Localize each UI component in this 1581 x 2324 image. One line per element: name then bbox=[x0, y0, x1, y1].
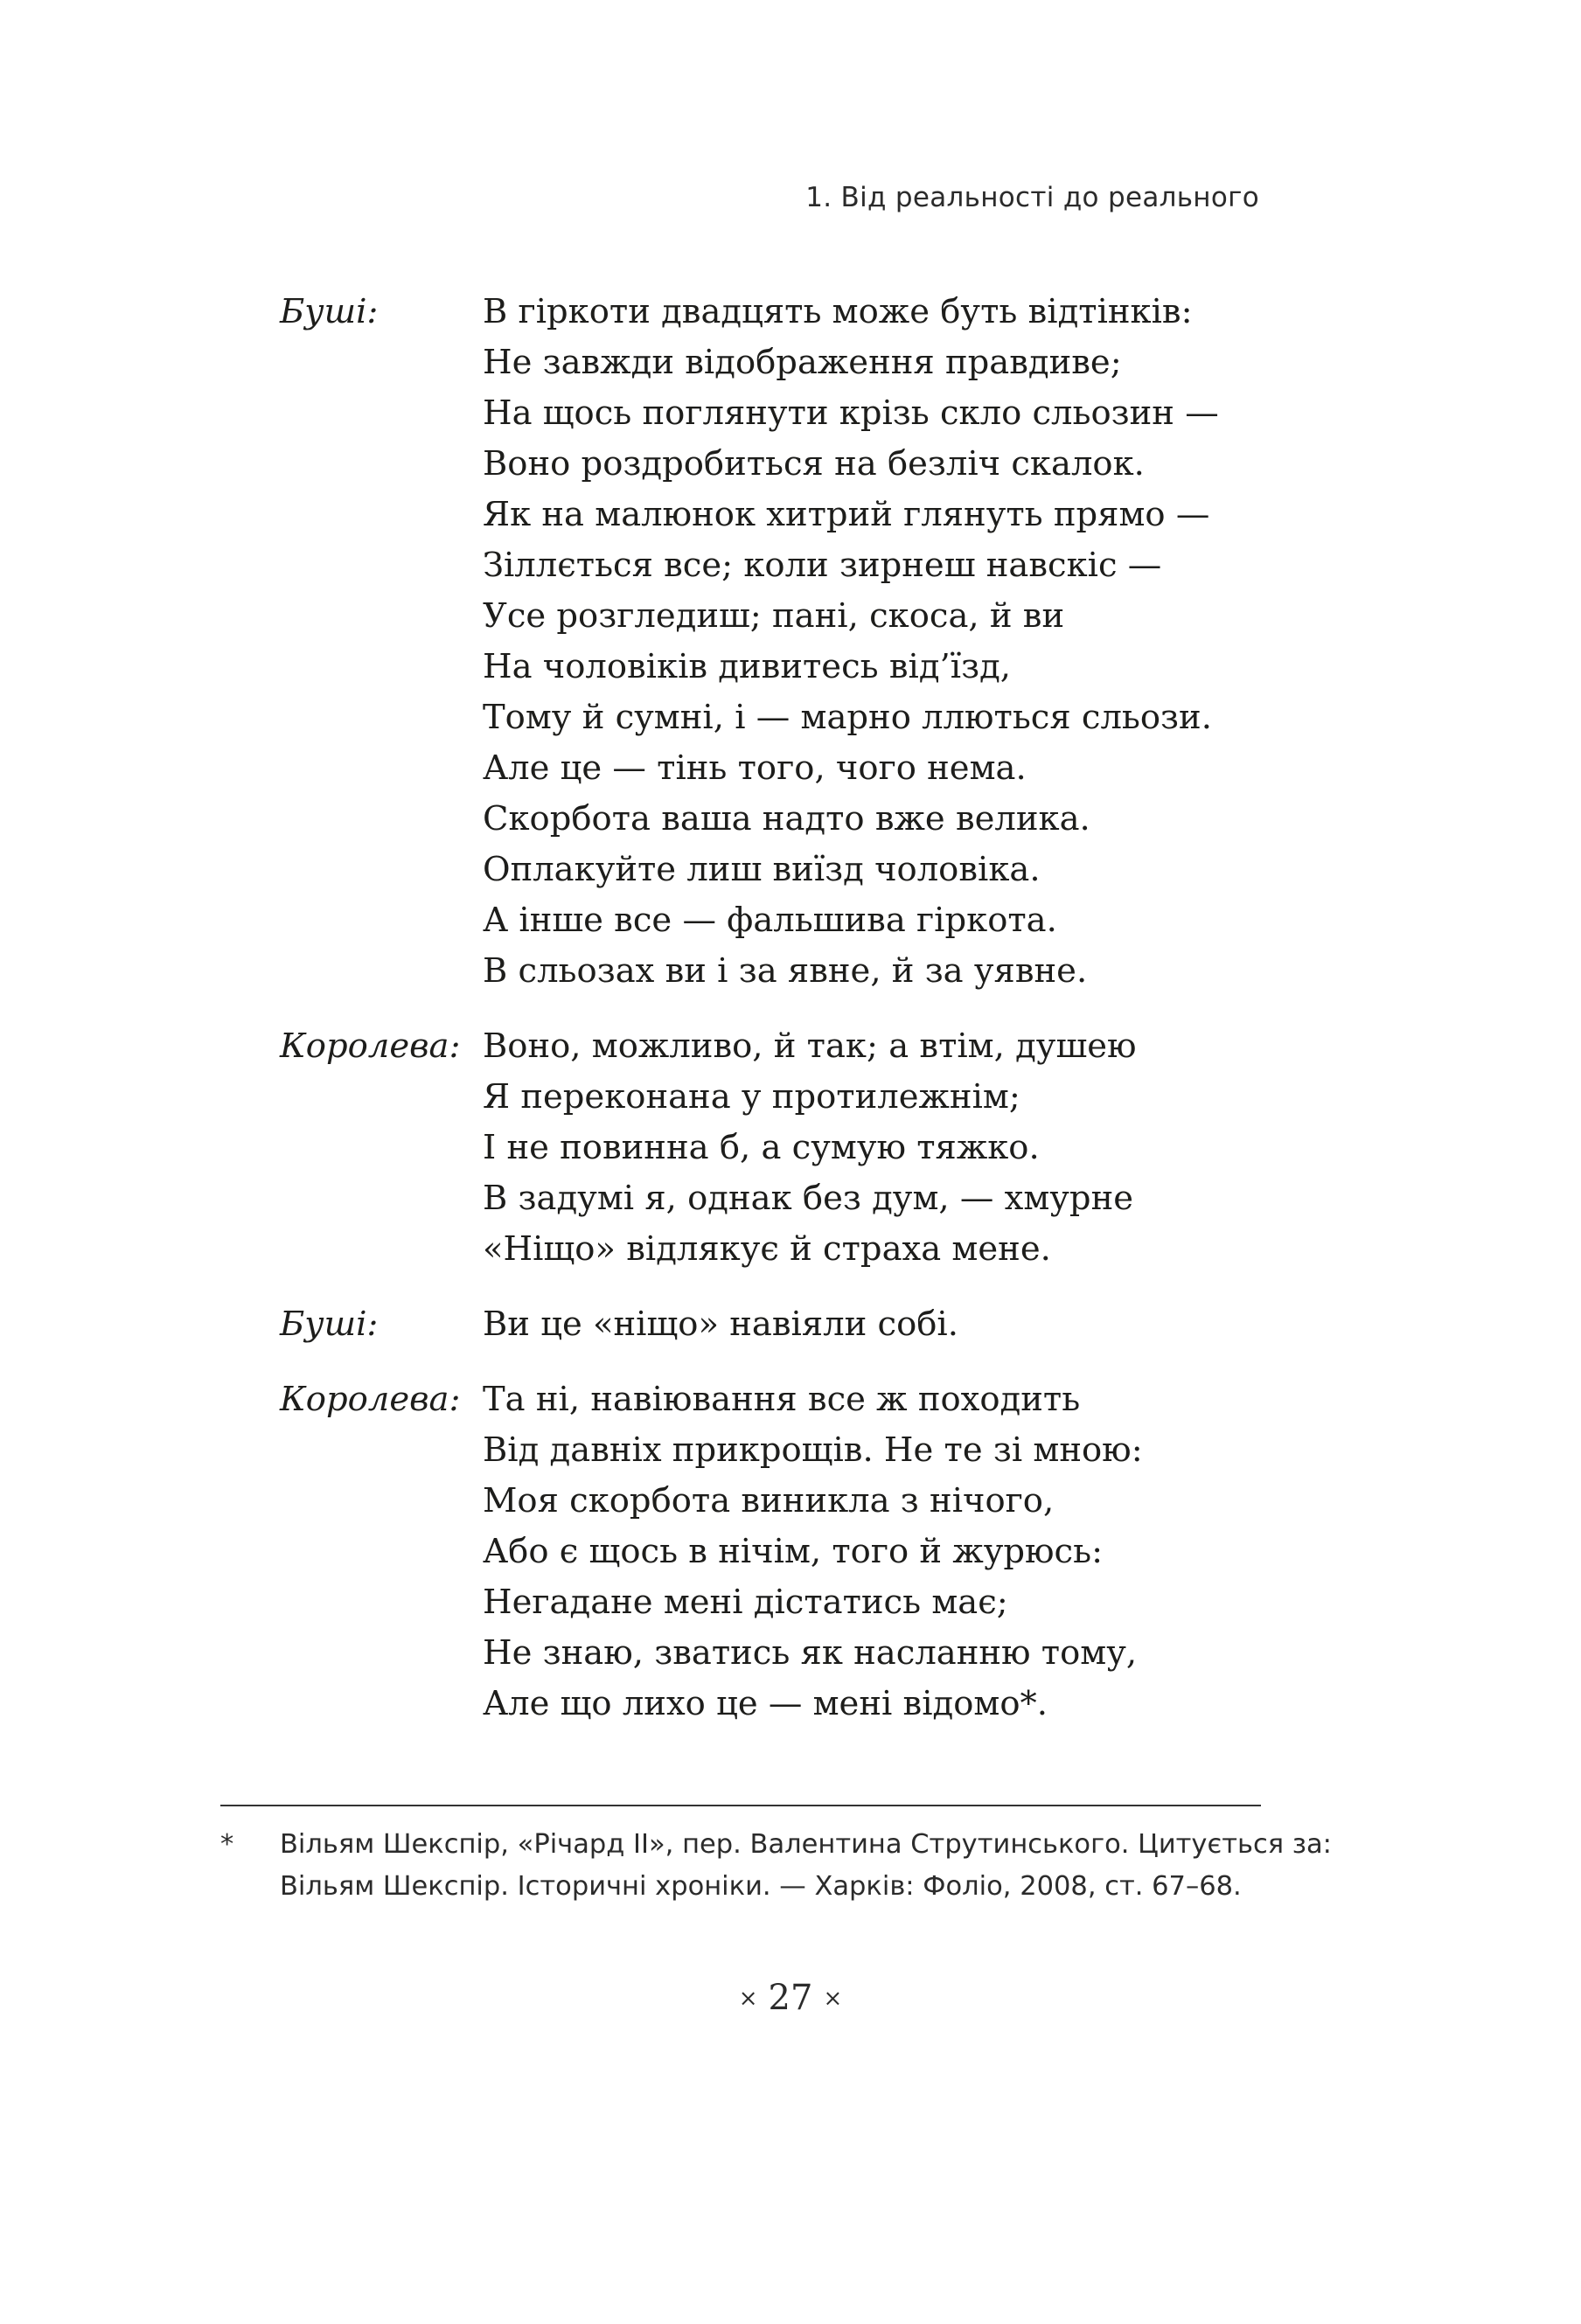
page-folio bbox=[0, 1978, 1581, 2018]
verse-line: В задумі я, однак без дум, — хмурне bbox=[483, 1179, 1134, 1218]
verse-line: Не завжди відображення правдиве; bbox=[483, 343, 1122, 382]
verse-line: Негадане мені дістатись має; bbox=[483, 1583, 1008, 1622]
verse-line: І не повинна б, а сумую тяжко. bbox=[483, 1128, 1040, 1167]
speech-block bbox=[280, 1021, 1259, 1275]
verse-lines bbox=[483, 287, 1259, 997]
verse-line: В сльозах ви і за явне, й за уявне. bbox=[483, 951, 1088, 991]
speaker-name: Буші: bbox=[280, 1305, 379, 1344]
verse-line: В гіркоти двадцять може буть відтінків: bbox=[483, 292, 1193, 331]
verse-line: Як на малюнок хитрий глянуть прямо — bbox=[483, 495, 1210, 534]
verse-line: Ви це «ніщо» навіяли собі. bbox=[483, 1305, 958, 1344]
verse-line: Оплакуйте лиш виїзд чоловіка. bbox=[483, 850, 1041, 889]
verse-line: Але це — тінь того, чого нема. bbox=[483, 748, 1027, 788]
verse-line: На чоловіків дивитесь від’їзд, bbox=[483, 647, 1012, 686]
verse-line: Та ні, навіювання все ж походить bbox=[483, 1380, 1081, 1419]
verse-line: Не знаю, зватись як насланню тому, bbox=[483, 1633, 1138, 1673]
verse-line: Скорбота ваша надто вже велика. bbox=[483, 799, 1090, 838]
footnote-text bbox=[280, 1824, 1332, 1908]
folio-ornament-left: × bbox=[738, 1986, 758, 2012]
speaker-name: Королева: bbox=[280, 1380, 461, 1419]
dialogue bbox=[280, 287, 1259, 1754]
verse-line: Зіллється все; коли зирнеш навскіс — bbox=[483, 546, 1162, 585]
verse-line: Воно, можливо, й так; а втім, душею bbox=[483, 1026, 1137, 1066]
speech-block bbox=[280, 1374, 1259, 1729]
speech-block bbox=[280, 1299, 1259, 1350]
verse-lines bbox=[483, 1299, 1259, 1350]
footnote-line: Вільям Шекспір, «Річард ІІ», пер. Валентина Струтинського. Цитується за: bbox=[280, 1829, 1332, 1860]
page-number: 27 bbox=[768, 1978, 813, 2018]
footnote bbox=[220, 1824, 1332, 1908]
verse-lines bbox=[483, 1374, 1259, 1729]
verse-line: Моя скорбота виникла з нічого, bbox=[483, 1481, 1055, 1520]
verse-line: А інше все — фальшива гіркота. bbox=[483, 901, 1057, 940]
footnote-mark: * bbox=[220, 1829, 234, 1860]
footnote-rule bbox=[220, 1805, 1261, 1806]
verse-line: Тому й сумні, і — марно ллються сльози. bbox=[483, 698, 1212, 737]
verse-line: На щось поглянути крізь скло сльозин — bbox=[483, 393, 1219, 433]
folio-ornament-right: × bbox=[823, 1986, 843, 2012]
running-head: 1. Від реальності до реального bbox=[805, 182, 1259, 213]
verse-line: Але що лихо це — мені відомо*. bbox=[483, 1684, 1048, 1723]
speech-block bbox=[280, 287, 1259, 997]
speaker-name: Буші: bbox=[280, 292, 379, 331]
verse-line: Усе розгледиш; пані, скоса, й ви bbox=[483, 596, 1065, 636]
speaker-name: Королева: bbox=[280, 1026, 461, 1066]
verse-line: «Ніщо» відлякує й страха мене. bbox=[483, 1229, 1051, 1269]
verse-line: Від давніх прикрощів. Не те зі мною: bbox=[483, 1430, 1143, 1470]
verse-line: Або є щось в нічім, того й журюсь: bbox=[483, 1532, 1104, 1571]
verse-line: Я переконана у протилежнім; bbox=[483, 1077, 1020, 1117]
verse-lines bbox=[483, 1021, 1259, 1275]
verse-line: Воно роздробиться на безліч скалок. bbox=[483, 444, 1145, 484]
footnote-line: Вільям Шекспір. Історичні хроніки. — Харків: Фоліо, 2008, ст. 67–68. bbox=[280, 1871, 1242, 1902]
